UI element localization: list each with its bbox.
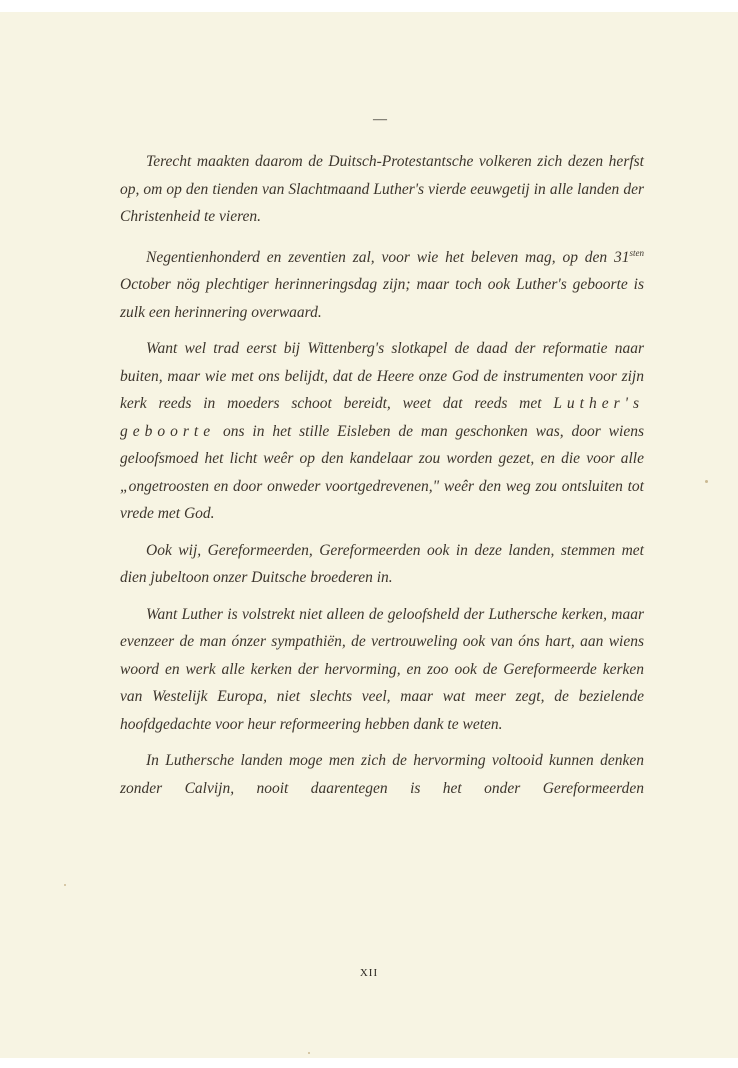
paper-speck [64, 884, 66, 886]
paragraph-text: October nög plechtiger herinneringsdag zijn; maar toch ook Luther's geboorte is zulk een herinnering overwaard. [120, 276, 644, 321]
paragraph-text: ons in het stille Eisleben de man geschonken was, door wiens geloofsmoed het licht weêr op den kandelaar zou worden gezet, en die voor alle „ongetroosten en door onweder voortgedrevenen," weêr den weg zou ontsluiten tot vrede met God. [120, 422, 644, 523]
superscript-suffix: sten [629, 247, 644, 258]
paper-speck [308, 1052, 310, 1054]
paragraph [120, 335, 644, 528]
paragraph-text: Want wel trad eerst bij Wittenberg's slotkapel de daad der reformatie naar buiten, maar wie met ons belijdt, dat de Heere onze God de instrumenten voor zijn kerk reeds in moeders schoot bereidt, weet dat reeds met [120, 340, 644, 413]
header-dash: — [373, 112, 387, 127]
body-text [120, 148, 644, 811]
paragraph [120, 240, 644, 327]
book-page [0, 12, 738, 1058]
paragraph: Want Luther is volstrekt niet alleen de geloofsheld der Luthersche kerken, maar evenzeer de man ónzer sympathiën, de vertrouweling ook van óns hart, aan wiens woord en werk alle kerken der hervorming, en zoo ook de Gereformeerde kerken van Westelijk Europa, niet slechts veel, maar wat meer zegt, de bezielende hoofdgedachte voor heur reformeering hebben dank te weten. [120, 605, 644, 733]
spaced-emphasis: Luther's geboorte [120, 395, 644, 440]
paper-speck [705, 480, 708, 483]
paragraph: Ook wij, Gereformeerden, Gereformeerden ook in deze landen, stemmen met dien jubeltoon onzer Duitsche broederen in. [120, 541, 644, 587]
page-number: XII [359, 967, 379, 979]
paragraph: Terecht maakten daarom de Duitsch-Protestantsche volkeren zich dezen herfst op, om op den tienden van Slachtmaand Luther's vierde eeuwgetij in alle landen der Christenheid te vieren. [120, 153, 644, 225]
paragraph-text: Negentienhonderd en zeventien zal, voor wie het beleven mag, op den 31 [146, 248, 630, 266]
paragraph: In Luthersche landen moge men zich de hervorming voltooid kunnen denken zonder Calvijn, nooit daarentegen is het onder Gereformeerden [120, 752, 644, 797]
